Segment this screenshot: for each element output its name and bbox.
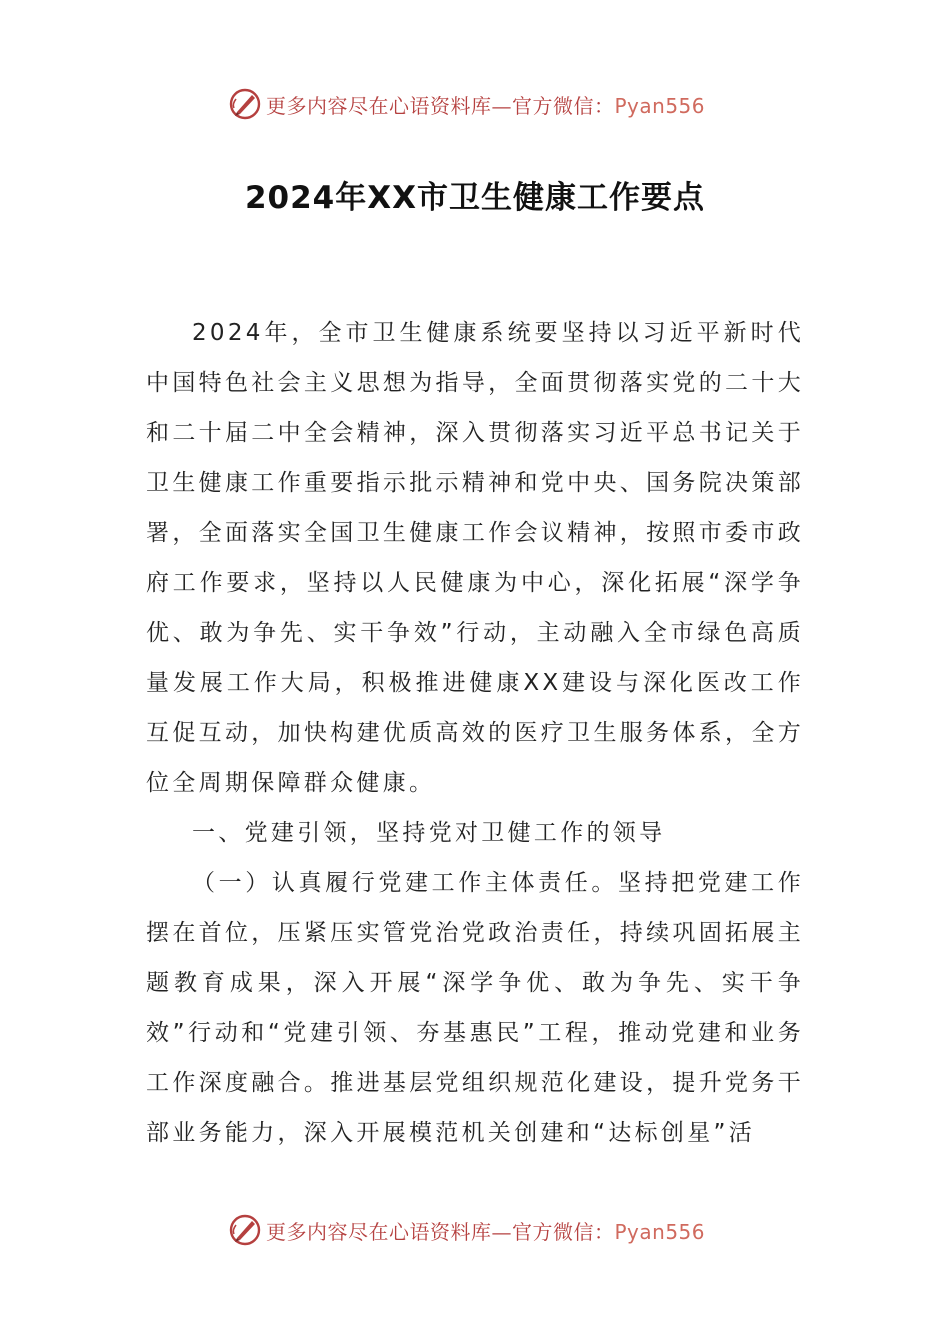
watermark-header bbox=[228, 84, 705, 124]
pen-logo-icon bbox=[228, 1213, 262, 1247]
pen-logo-icon bbox=[228, 87, 262, 121]
document-body bbox=[146, 308, 804, 1158]
watermark-text: 更多内容尽在心语资料库—官方微信：Pyan556 bbox=[266, 1219, 706, 1244]
paragraph-section-1: （一）认真履行党建工作主体责任。坚持把党建工作摆在首位，压紧压实管党治党政治责任，持续巩固拓展主题教育成果，深入开展“深学争优、敢为争先、实干争效”行动和“党建引领、夯基惠民”工程，推动党建和业务工作深度融合。推进基层党组织规范化建设，提升党务干部业务能力，深入开展模范机关创建和“达标创星”活 bbox=[146, 870, 804, 1146]
watermark-text: 更多内容尽在心语资料库—官方微信：Pyan556 bbox=[266, 93, 706, 118]
watermark-footer bbox=[228, 1210, 705, 1250]
paragraph-intro: 2024年，全市卫生健康系统要坚持以习近平新时代中国特色社会主义思想为指导，全面贯彻落实党的二十大和二十届二中全会精神，深入贯彻落实习近平总书记关于卫生健康工作重要指示批示精神和党中央、国务院决策部署，全面落实全国卫生健康工作会议精神，按照市委市政府工作要求，坚持以人民健康为中心，深化拓展“深学争优、敢为争先、实干争效”行动，主动融入全市绿色高质量发展工作大局，积极推进健康XX建设与深化医改工作互促互动，加快构建优质高效的医疗卫生服务体系，全方位全周期保障群众健康。 bbox=[146, 320, 804, 796]
document-title: 2024年XX市卫生健康工作要点 bbox=[244, 180, 706, 216]
section-heading: 一、党建引领，坚持党对卫健工作的领导 bbox=[192, 820, 666, 846]
